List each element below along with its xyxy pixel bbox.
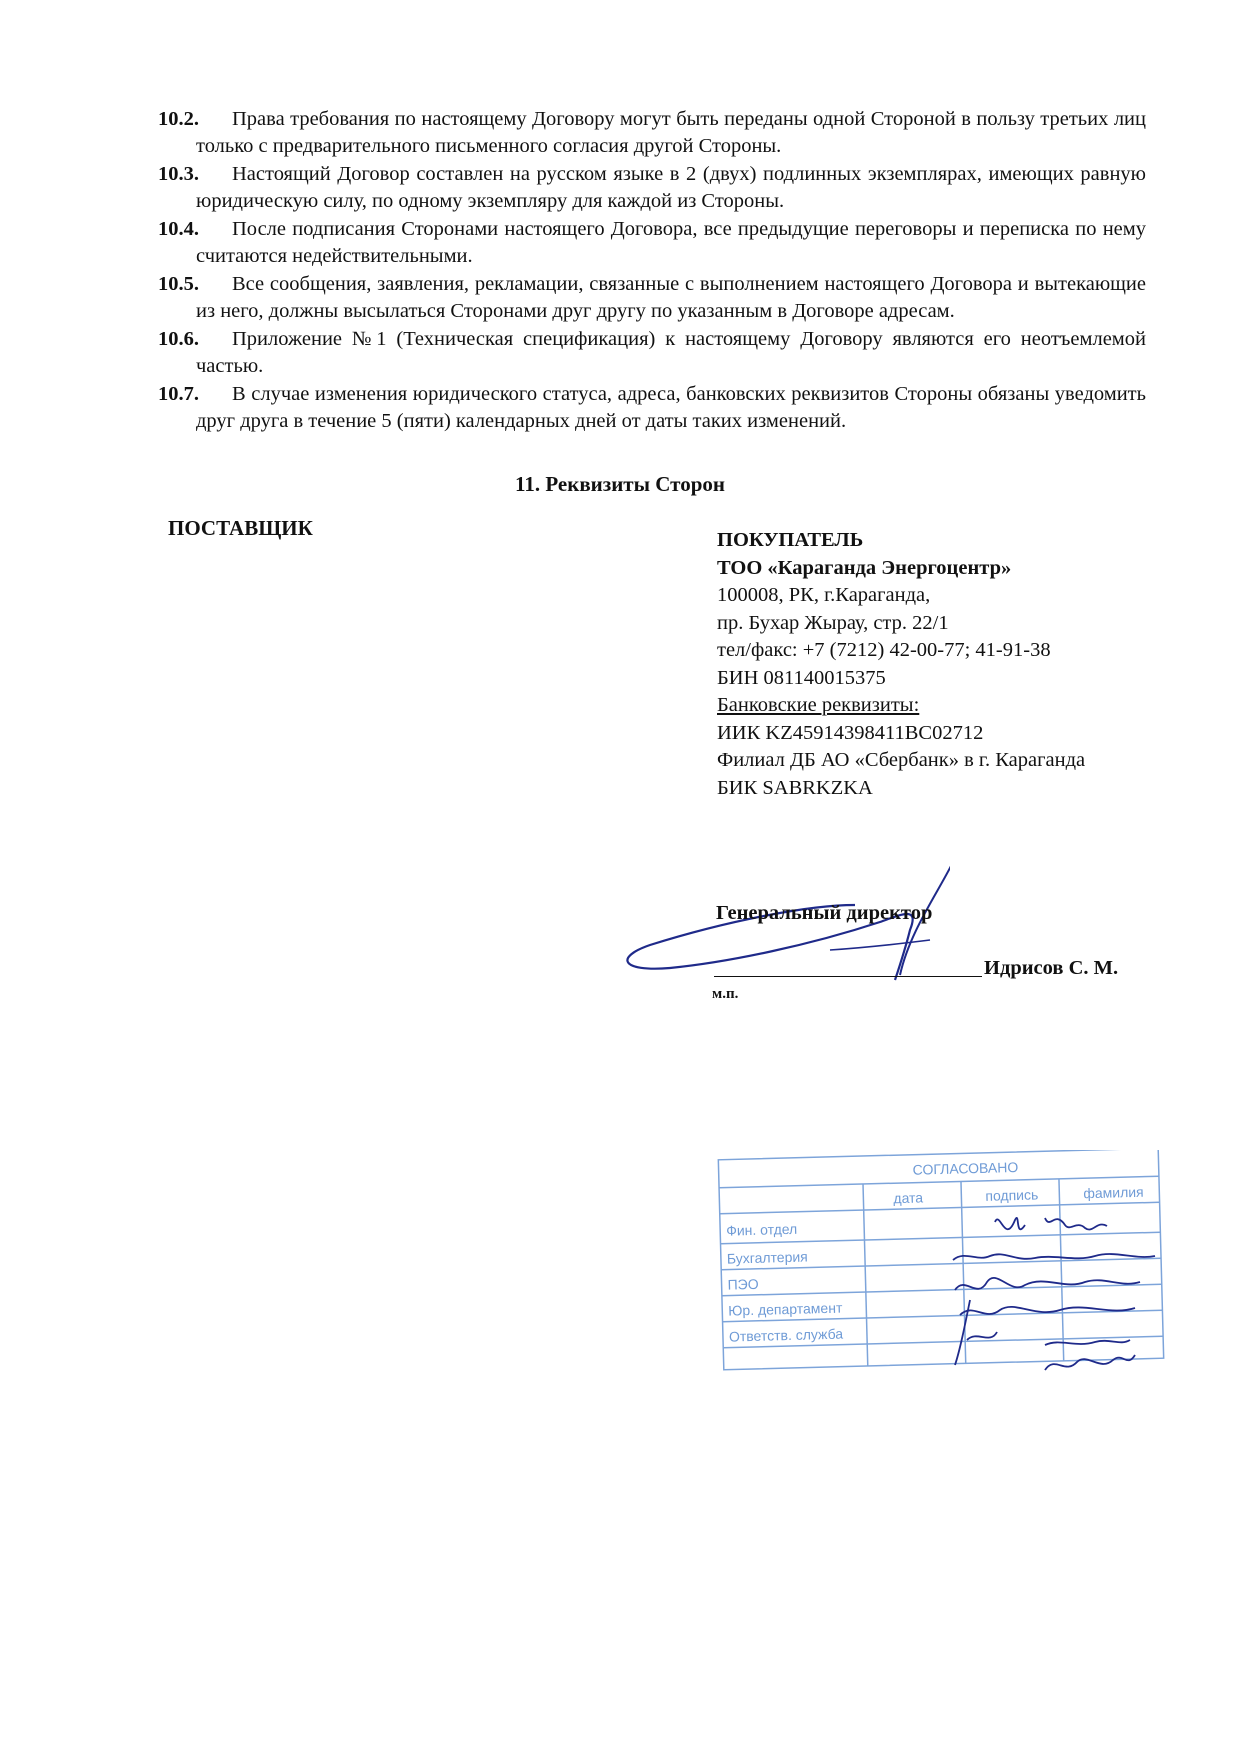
clause-10-4 (160, 216, 1146, 270)
clause-text: В случае изменения юридического статуса, адреса, банковских реквизитов Стороны обязаны уведомить друг друга в течение 5 (пяти) календарных дней от даты таких изменений. (196, 383, 1146, 432)
section-title: 11. Реквизиты Сторон (515, 472, 725, 496)
clause-text: Настоящий Договор составлен на русском языке в 2 (двух) подлинных экземплярах, имеющих равную юридическую силу, по одному экземпляру для каждой из Стороны. (196, 163, 1146, 212)
clause-number: 10.6. (158, 328, 199, 350)
clause-number: 10.5. (158, 273, 199, 295)
clause-number: 10.2. (158, 108, 199, 130)
stamp-title: СОГЛАСОВАНО (912, 1158, 1019, 1178)
approval-stamp (715, 1150, 1175, 1395)
clauses-list (160, 106, 1146, 436)
stamp-row-fin-dept: Фин. отдел (725, 1220, 798, 1239)
buyer-label: ПОКУПАТЕЛЬ (717, 529, 864, 551)
supplier-label: ПОСТАВЩИК (168, 516, 313, 540)
stamp-column-date: дата (893, 1189, 924, 1207)
signature-line (714, 975, 982, 977)
stamp-handwriting (953, 1218, 1155, 1370)
clause-10-6 (160, 326, 1146, 380)
buyer-details (717, 527, 1085, 802)
clause-text: Приложение №1 (Техническая спецификация) к настоящему Договору являются его неотъемлемой частью. (196, 328, 1146, 377)
seal-place-label: м.п. (712, 986, 739, 1002)
clause-text: После подписания Сторонами настоящего Договора, все предыдущие переговоры и переписка по нему считаются недействительными. (196, 218, 1146, 267)
buyer-company: ТОО «Караганда Энергоцентр» (717, 556, 1012, 579)
buyer-iik: ИИК KZ45914398411BC02712 (717, 721, 984, 744)
clause-10-2 (160, 106, 1146, 160)
bank-details-header: Банковские реквизиты: (717, 694, 920, 716)
buyer-address-line-2: пр. Бухар Жырау, стр. 22/1 (717, 611, 949, 634)
signatory-name: Идрисов С. М. (984, 957, 1119, 979)
buyer-bik: БИК SABRKZKA (717, 776, 873, 799)
clause-number: 10.4. (158, 218, 199, 240)
clause-10-3 (160, 161, 1146, 215)
buyer-bank: Филиал ДБ АО «Сбербанк» в г. Караганда (717, 749, 1086, 771)
buyer-phone: тел/факс: +7 (7212) 42-00-77; 41-91-38 (717, 639, 1051, 661)
buyer-bin: БИН 081140015375 (717, 666, 886, 689)
clause-text: Все сообщения, заявления, рекламации, связанные с выполнением настоящего Договора и вытекающие из него, должны высылаться Сторонами друг другу по указанным в Договоре адресам. (196, 273, 1146, 322)
clause-10-7 (160, 381, 1146, 435)
clause-number: 10.7. (158, 383, 199, 405)
clause-10-5 (160, 271, 1146, 325)
director-title: Генеральный директор (716, 902, 933, 924)
stamp-row-accounting: Бухгалтерия (726, 1248, 808, 1267)
stamp-row-legal: Юр. департамент (728, 1299, 843, 1319)
stamp-column-surname: фамилия (1083, 1183, 1144, 1202)
clause-number: 10.3. (158, 163, 199, 185)
stamp-column-signature: подпись (985, 1186, 1039, 1204)
stamp-row-responsible: Ответств. служба (728, 1325, 844, 1345)
stamp-row-peo: ПЭО (727, 1275, 759, 1293)
clause-text: Права требования по настоящему Договору могут быть переданы одной Стороной в пользу третьих лиц только с предварительного письменного согласия другой Стороны. (196, 108, 1146, 157)
buyer-address-line-1: 100008, РК, г.Караганда, (717, 584, 931, 606)
